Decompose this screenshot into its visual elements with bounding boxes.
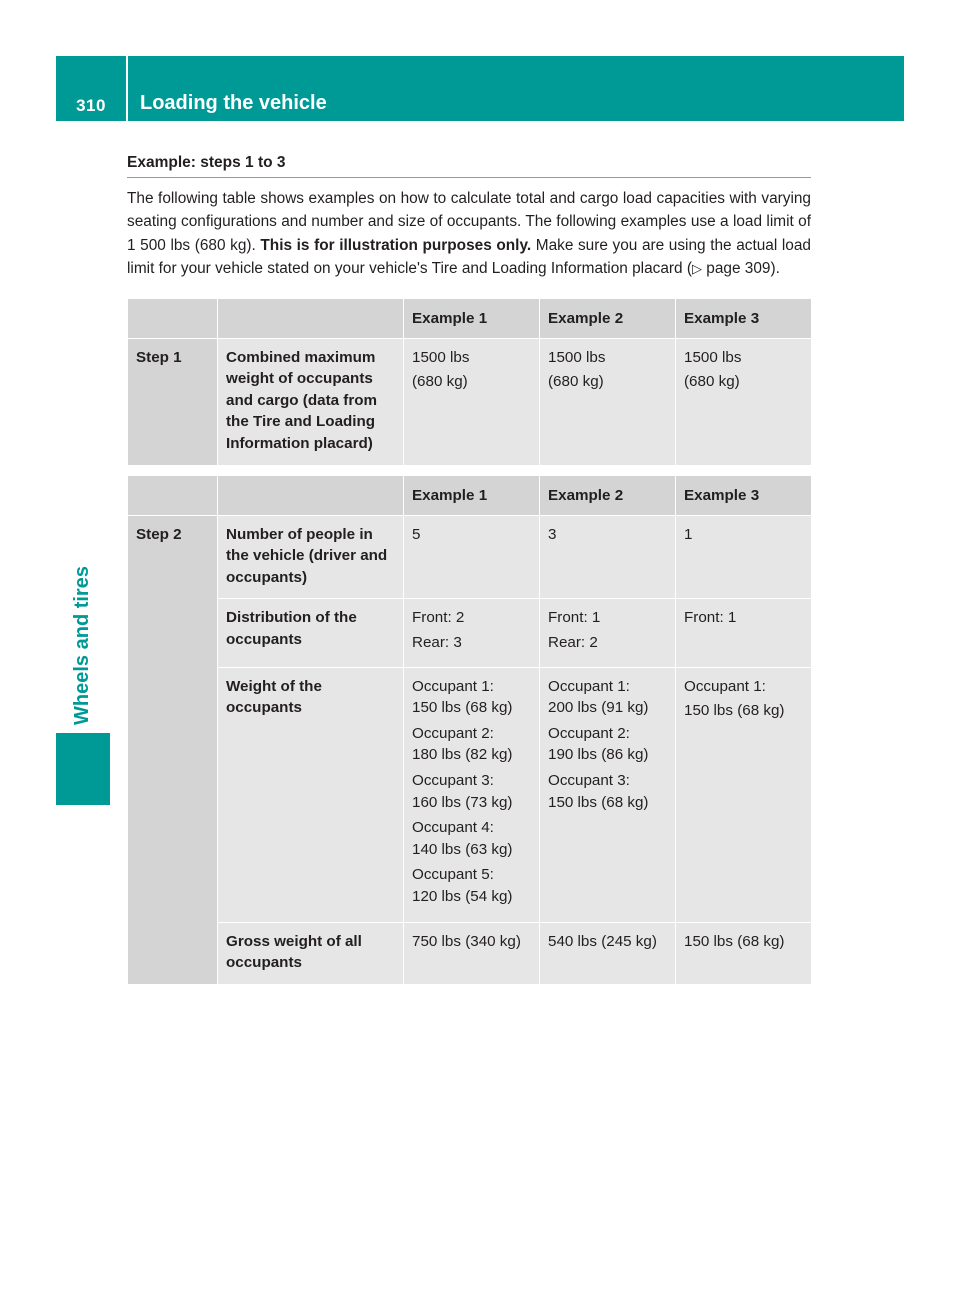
page-pointer-icon: ▷ [691, 260, 702, 276]
value-line: 200 lbs (91 kg) [548, 699, 649, 717]
column-header [218, 476, 404, 516]
example-table-step1 [127, 298, 812, 466]
step-label: Step 1 [128, 338, 218, 465]
column-header: Example 1 [404, 299, 540, 339]
value-line: Occupant 2: [412, 724, 494, 742]
value-line: 150 lbs (68 kg) [412, 699, 513, 717]
side-tab [55, 540, 109, 750]
example-value-cell [540, 922, 676, 984]
example-value-cell [676, 599, 812, 667]
table-row [128, 515, 812, 599]
column-header [128, 476, 218, 516]
value-line: 150 lbs (68 kg) [548, 793, 649, 811]
example-value-cell [540, 599, 676, 667]
heading-divider [127, 177, 811, 178]
section-heading: Example: steps 1 to 3 [127, 154, 286, 171]
example-value-cell [404, 338, 540, 465]
example-value-cell [540, 338, 676, 465]
value-line: 1500 lbs [412, 348, 470, 366]
value-line: Occupant 1: [548, 677, 630, 695]
value-line: Occupant 3: [412, 771, 494, 789]
example-value-cell [404, 515, 540, 599]
value-line: 1500 lbs [548, 348, 606, 366]
value-line: 180 lbs (82 kg) [412, 746, 513, 764]
value-line: Occupant 5: [412, 866, 494, 884]
header-divider [126, 56, 128, 121]
page-number: 310 [76, 96, 106, 115]
column-header: Example 2 [540, 476, 676, 516]
table-row [128, 667, 812, 922]
example-table-step2 [127, 475, 812, 985]
column-header: Example 3 [676, 299, 812, 339]
example-value-cell [676, 667, 812, 922]
intro-text-2: Make sure you are using the actual load limit for your vehicle stated on your vehicle's Tire and Loading Information placard ( [127, 236, 811, 277]
value-line: 1500 lbs [684, 348, 742, 366]
row-label: Weight of the occupants [218, 667, 404, 922]
example-value-cell [404, 667, 540, 922]
value-line: (680 kg) [684, 373, 740, 391]
intro-emphasis: This is for illustration purposes only. [260, 236, 532, 254]
table-header-row [128, 299, 812, 339]
column-header [128, 299, 218, 339]
example-value-cell [540, 515, 676, 599]
side-tab-label: Wheels and tires [70, 565, 93, 725]
row-label: Number of people in the vehicle (driver and occupants) [218, 515, 404, 599]
row-label: Gross weight of all occupants [218, 922, 404, 984]
value-line: 750 lbs (340 kg) [412, 932, 521, 950]
intro-paragraph [127, 187, 811, 280]
value-line: 160 lbs (73 kg) [412, 793, 513, 811]
row-label: Combined maximum weight of occupants and cargo (data from the Tire and Loading Information placard) [218, 338, 404, 465]
table-header-row [128, 476, 812, 516]
column-header [218, 299, 404, 339]
example-value-cell [404, 922, 540, 984]
column-header: Example 2 [540, 299, 676, 339]
value-line: Rear: 2 [548, 633, 598, 651]
example-value-cell [404, 599, 540, 667]
value-line: 120 lbs (54 kg) [412, 887, 513, 905]
column-header: Example 1 [404, 476, 540, 516]
value-line: Occupant 1: [412, 677, 494, 695]
value-line: Occupant 1: [684, 677, 766, 695]
step-label: Step 2 [128, 515, 218, 984]
value-line: 150 lbs (68 kg) [684, 932, 785, 950]
header-bar [56, 56, 904, 121]
example-value-cell [676, 922, 812, 984]
page-title: Loading the vehicle [140, 92, 327, 114]
intro-text-1: The following table shows examples on how to calculate total and cargo load capacities with varying seating configurations and number and size of occupants. The following examples use a load limit of 1 500 lbs (680 kg). [127, 190, 811, 254]
example-value-cell [540, 667, 676, 922]
value-line: 540 lbs (245 kg) [548, 932, 657, 950]
value-line: Front: 1 [684, 609, 737, 627]
value-line: Rear: 3 [412, 633, 462, 651]
example-value-cell [676, 515, 812, 599]
value-line: 140 lbs (63 kg) [412, 840, 513, 858]
value-line: Occupant 4: [412, 819, 494, 837]
column-header: Example 3 [676, 476, 812, 516]
example-value-cell [676, 338, 812, 465]
table-row [128, 599, 812, 667]
value-line: Front: 2 [412, 609, 465, 627]
value-line: Occupant 3: [548, 771, 630, 789]
value-line: 3 [548, 525, 557, 543]
table-row [128, 338, 812, 465]
page-reference-link[interactable]: page 309). [701, 259, 780, 277]
value-line: 1 [684, 525, 693, 543]
table-row [128, 922, 812, 984]
value-line: Front: 1 [548, 609, 601, 627]
value-line: Occupant 2: [548, 724, 630, 742]
value-line: 5 [412, 525, 421, 543]
row-label: Distribution of the occupants [218, 599, 404, 667]
value-line: (680 kg) [412, 373, 468, 391]
value-line: 190 lbs (86 kg) [548, 746, 649, 764]
value-line: 150 lbs (68 kg) [684, 702, 785, 720]
value-line: (680 kg) [548, 373, 604, 391]
